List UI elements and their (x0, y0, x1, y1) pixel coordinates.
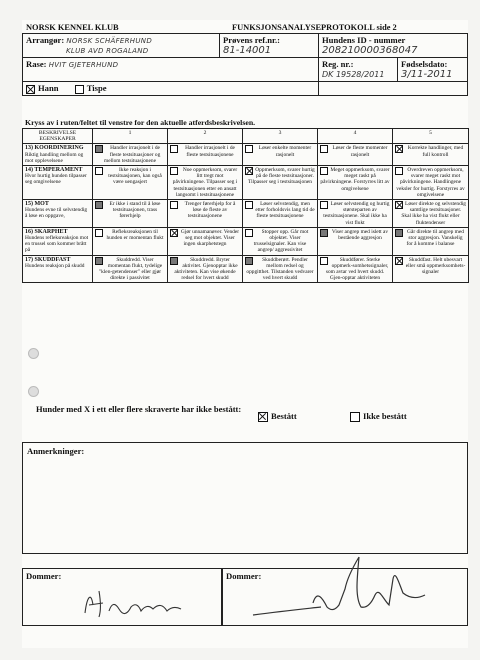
option-checkbox[interactable] (245, 167, 253, 175)
hann-checkbox[interactable] (26, 85, 35, 94)
dog-info-table (22, 33, 468, 96)
notes-box[interactable] (22, 442, 468, 554)
trait-description: Hvor hurtig hunden tilpasser seg omgivelsene (25, 173, 87, 186)
option-checkbox[interactable] (170, 167, 178, 175)
option-text: Overdreven oppmerksom, svarer meget raskt mot påvirkningene. Handlingene veksler for hurtig. Forstyrres av omgivelsene (396, 167, 465, 198)
option-checkbox[interactable] (320, 167, 328, 175)
passed-option[interactable] (258, 411, 297, 422)
failed-checkbox[interactable] (350, 412, 360, 422)
proven-label: Prøvens ref.nr.: (223, 35, 281, 45)
option-cell[interactable] (168, 227, 243, 255)
trait-title: 15) MOT (25, 201, 49, 208)
hund-id-cell[interactable] (319, 34, 468, 58)
trait-description: Hundens refleksreaksjon mot en trussel som kommer brått på (25, 235, 89, 254)
option-cell[interactable] (93, 227, 168, 255)
grid-header-description: BESKRIVELSE EGENSKAPER (23, 129, 93, 144)
punch-hole (28, 348, 39, 359)
grid-header-col-3: 3 (243, 129, 318, 144)
form-header (22, 20, 468, 34)
option-cell[interactable] (168, 255, 243, 283)
option-checkbox[interactable] (395, 201, 403, 209)
option-text: Handler irrasjonelt i de fleste testsituasjonene (185, 145, 235, 158)
grid-row (23, 227, 469, 255)
option-cell[interactable] (93, 200, 168, 228)
option-checkbox[interactable] (170, 145, 178, 153)
option-checkbox[interactable] (245, 229, 253, 237)
option-cell[interactable] (243, 166, 318, 200)
arrangor-label: Arrangør: (26, 35, 65, 45)
option-cell[interactable] (168, 166, 243, 200)
option-cell[interactable] (93, 166, 168, 200)
option-cell[interactable] (243, 255, 318, 283)
judge2-label: Dommer: (226, 571, 262, 581)
result-question: Hunder med X i ett eller flere skraverte har ikke bestått: (36, 404, 242, 414)
option-checkbox[interactable] (95, 145, 103, 153)
trait-title: 16) SKARPHET (25, 228, 68, 235)
option-checkbox[interactable] (245, 201, 253, 209)
behavior-grid (22, 128, 469, 283)
option-text: Trenger førerhjelp for å løse de fleste av testsituasjonene (184, 201, 236, 220)
fodsel-value: 3/11-2011 (401, 69, 453, 80)
grid-row (23, 200, 469, 228)
option-cell[interactable] (168, 144, 243, 166)
option-cell[interactable] (243, 144, 318, 166)
option-text: Oppmerksom, svarer hurtig på de fleste testsituasjoner. Tilpasser seg i testsituasjonen (247, 167, 315, 186)
option-text: Løser de fleste momenter rasjonelt (332, 145, 388, 158)
option-text: Løser selvstendig og hurtig størsteparten av testsituasjonene. Skal ikke ha vist flukt (323, 201, 390, 226)
trait-description: Riktig handling mellom og mot opplevelsene (25, 151, 84, 164)
option-checkbox[interactable] (395, 145, 403, 153)
option-cell[interactable] (318, 200, 393, 228)
option-cell[interactable] (93, 144, 168, 166)
option-text: Går direkte til angrep med stor aggresjon. Vanskelig for å komme i balanse (406, 228, 464, 248)
option-text: Skuddfast. Helt ubesvart eller små oppmerksomhets-signaler (405, 256, 466, 276)
sex-cell (23, 82, 319, 96)
option-checkbox[interactable] (95, 201, 103, 209)
grid-row (23, 255, 469, 283)
reg-value: DK 19528/2011 (322, 70, 385, 79)
option-text: Ikke reaksjon i testsituasjonen, kan også være uengasjert (108, 167, 162, 186)
trait-title: 14) TEMPERAMENT (25, 167, 83, 174)
arrangor-cell[interactable] (23, 34, 220, 58)
grid-row (23, 144, 469, 166)
option-checkbox[interactable] (245, 145, 253, 153)
option-checkbox[interactable] (245, 257, 253, 265)
judge1-signature (79, 583, 189, 621)
rase-cell[interactable] (23, 58, 319, 82)
option-cell[interactable] (393, 166, 469, 200)
option-checkbox[interactable] (395, 229, 403, 237)
judges-section (22, 568, 468, 626)
judge1-box[interactable] (22, 568, 222, 626)
option-checkbox[interactable] (95, 167, 103, 175)
option-checkbox[interactable] (320, 201, 328, 209)
option-text: Handler irrasjonelt i de fleste testsituasjoner og mellom testsituasjonene (104, 145, 161, 164)
option-text: Skuddredd. Viser momentan flukt, tydelige "klen-getendenser" eller gjør direkte i passivitet (98, 256, 163, 282)
tispe-label: Tispe (86, 83, 107, 93)
notes-label: Anmerkninger: (27, 446, 85, 456)
trait-cell (23, 166, 93, 200)
rase-value: HVIT GJETERHUND (48, 61, 119, 69)
grid-header-col-1: 1 (93, 129, 168, 144)
option-cell[interactable] (393, 200, 469, 228)
option-checkbox[interactable] (95, 229, 103, 237)
option-text: Meget oppmerksom, svarer meget raskt på påvirkningene. Forstyrres litt av omgivelsene (320, 167, 390, 192)
result-section (22, 400, 468, 440)
trait-description: Hundens reaksjon på skudd (25, 262, 85, 269)
option-checkbox[interactable] (395, 257, 403, 265)
failed-label: Ikke bestått (363, 411, 407, 421)
grid-header-col-4: 4 (318, 129, 393, 144)
fodsel-cell[interactable] (398, 58, 468, 82)
option-cell[interactable] (393, 144, 469, 166)
option-text: Er ikke i stand til å løse testsituasjonen, trass førerhjelp (109, 201, 161, 220)
rase-label: Rase: (26, 59, 47, 69)
hund-id-label: Hundens ID - nummer (322, 35, 406, 45)
judge2-box[interactable] (222, 568, 468, 626)
option-cell[interactable] (168, 200, 243, 228)
option-checkbox[interactable] (320, 257, 328, 265)
option-text: Gjør unnamanøver. Vender seg mot objektet. Viser ingen skarphetstegn (180, 228, 240, 248)
option-checkbox[interactable] (395, 167, 403, 175)
form-title: FUNKSJONSANALYSEPROTOKOLL side 2 (232, 23, 397, 32)
grid-row (23, 166, 469, 200)
option-text: Skuddberørt. Pendler mellom redsel og oppgitthet. Tilstanden vedvarer ved hvert skudd (246, 256, 314, 282)
empty-cell (319, 82, 468, 96)
trait-description: Hundens evne til selvstendig å løse en oppgave, (25, 207, 88, 220)
option-cell[interactable] (318, 227, 393, 255)
arrangor-value-2: KLUB AVD ROGALAND (66, 47, 149, 55)
passed-checkbox[interactable] (258, 412, 268, 422)
option-cell[interactable] (318, 255, 393, 283)
option-checkbox[interactable] (170, 201, 178, 209)
option-text: Noe oppmerksom, svarer litt tregt mot påvirkningene. Tilpasser seg i testsituasjonen etter en ansatt langsomt i testsituasjonene (172, 167, 238, 198)
proven-cell[interactable] (220, 34, 319, 58)
option-cell[interactable] (243, 200, 318, 228)
failed-option[interactable] (350, 411, 407, 422)
form-page (22, 20, 468, 648)
org-name: NORSK KENNEL KLUB (26, 23, 119, 32)
instruction-text: Kryss av i ruten/feltet til venstre for den aktuelle atferdsbeskrivelsen. (25, 118, 256, 127)
trait-cell (23, 227, 93, 255)
trait-title: 13) KOORDINERING (25, 145, 84, 152)
option-text: Viser angrep med islett av bestående aggresjon (331, 228, 389, 242)
option-text: Korrekte handlinger, med full kontroll (407, 145, 464, 158)
option-cell[interactable] (393, 255, 469, 283)
option-checkbox[interactable] (320, 145, 328, 153)
hann-label: Hann (38, 83, 59, 93)
option-cell[interactable] (318, 166, 393, 200)
option-cell[interactable] (93, 255, 168, 283)
option-checkbox[interactable] (320, 229, 328, 237)
proven-value: 81-14001 (223, 45, 272, 56)
judge2-signature (243, 549, 453, 625)
option-cell[interactable] (393, 227, 469, 255)
option-text: Løser selvstendig, men etter forholdsvis lang tid de fleste testsituasjonene (255, 201, 315, 220)
passed-label: Bestått (271, 411, 297, 421)
punch-hole (28, 386, 39, 397)
judge1-label: Dommer: (26, 571, 62, 581)
reg-cell[interactable] (319, 58, 398, 82)
trait-title: 17) SKUDDFAST (25, 256, 71, 263)
option-checkbox[interactable] (95, 257, 103, 265)
grid-header-col-2: 2 (168, 129, 243, 144)
grid-header-col-5: 5 (393, 129, 469, 144)
option-text: Skuddredd. Bryter aktivitet. Gjenopptar ikke aktiviteten. Kan vise økende redsel for hvert skudd (174, 256, 238, 282)
hund-id-value: 208210000368047 (322, 45, 418, 56)
option-text: Refleksreaksjonen til hunden er momentan flukt (106, 228, 164, 242)
arrangor-value: NORSK SCHÄFERHUND (66, 37, 153, 45)
option-cell[interactable] (243, 227, 318, 255)
reg-label: Reg. nr.: (322, 59, 354, 69)
trait-cell (23, 144, 93, 166)
option-text: Løser direkte og selvstendig samtlige testsituasjoner. Skal ikke ha vist flukt eller fluktendenser (401, 201, 466, 226)
option-checkbox[interactable] (170, 257, 178, 265)
option-text: Løser enkelte momenter rasjonelt (258, 145, 312, 158)
option-text: Skuddfører. Sterke oppmerk-somhetssignaler, som avtar ved hvert skudd. Gjen-opptar aktiviteten (325, 256, 389, 282)
trait-cell (23, 255, 93, 283)
option-checkbox[interactable] (170, 229, 178, 237)
tispe-checkbox[interactable] (75, 85, 84, 94)
option-text: Stopper opp. Går mot objektet. Viser trusselsignaler. Kan vise angrep/ aggressivitet (253, 228, 309, 254)
option-cell[interactable] (318, 144, 393, 166)
fodsel-label: Fødselsdato: (401, 59, 448, 69)
trait-cell (23, 200, 93, 228)
